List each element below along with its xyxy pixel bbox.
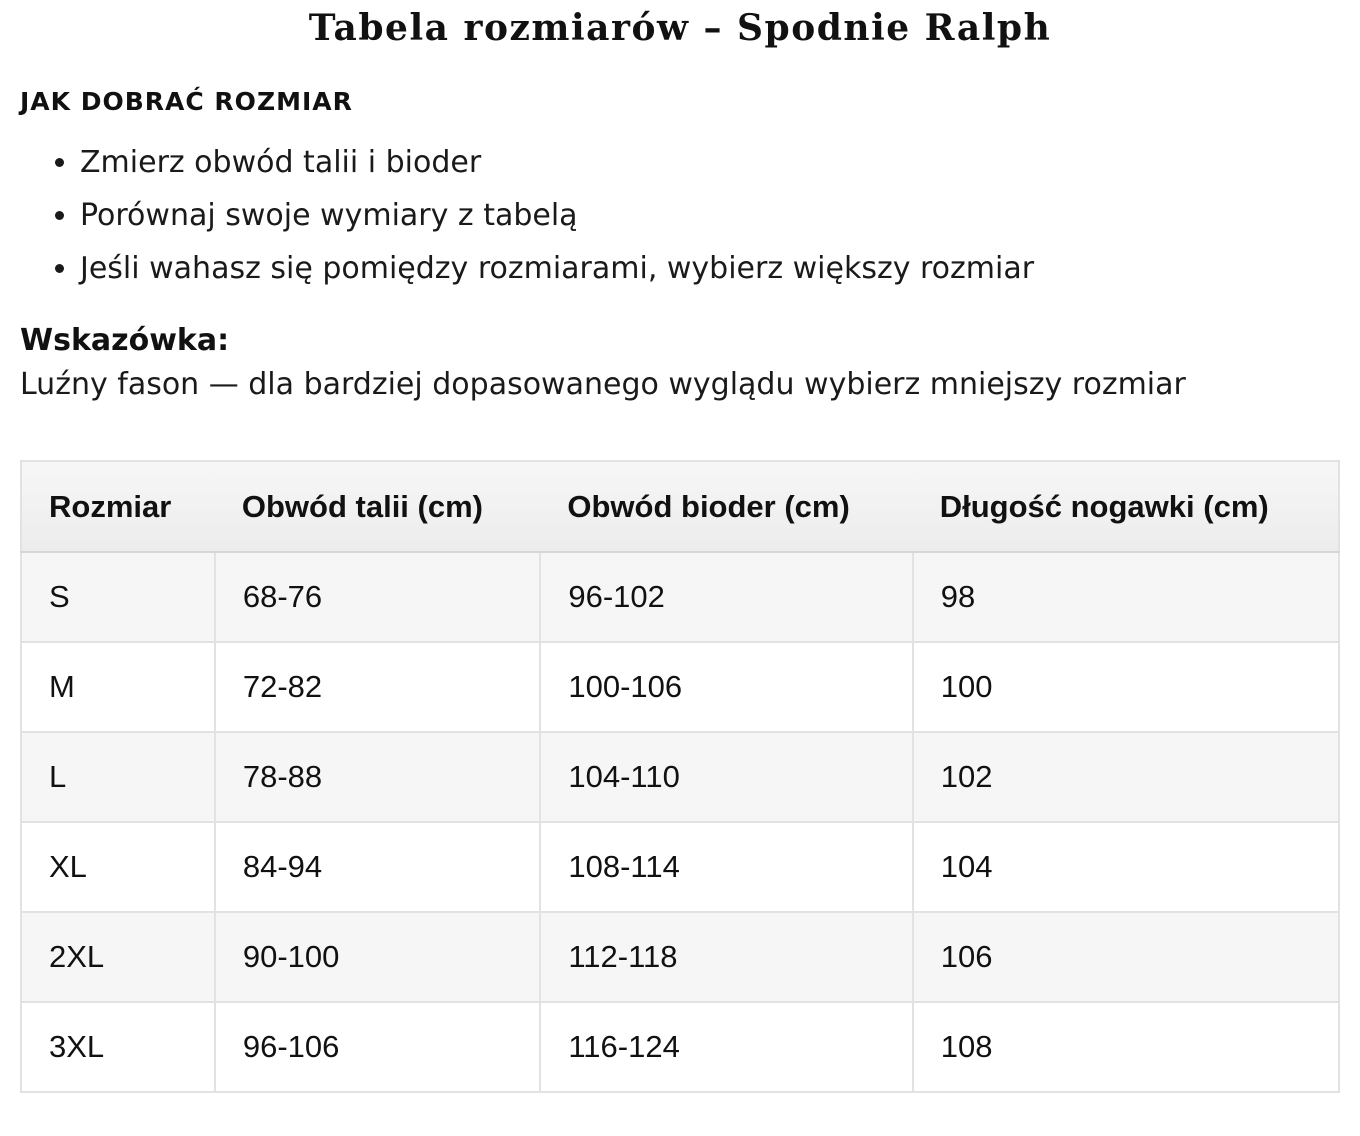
cell-leg-length: 104 xyxy=(913,822,1339,912)
cell-waist: 72-82 xyxy=(215,642,540,732)
how-to-heading: JAK DOBRAĆ ROZMIAR xyxy=(20,87,353,116)
hint-label: Wskazówka: xyxy=(20,323,230,358)
column-header-hips: Obwód bioder (cm) xyxy=(540,461,912,552)
list-item: • Porównaj swoje wymiary z tabelą xyxy=(80,189,1340,242)
cell-leg-length: 98 xyxy=(913,552,1339,642)
cell-size: M xyxy=(21,642,215,732)
table-row xyxy=(21,642,1339,732)
column-header-leg-length: Długość nogawki (cm) xyxy=(913,461,1339,552)
cell-hips: 96-102 xyxy=(540,552,912,642)
cell-size: L xyxy=(21,732,215,822)
cell-leg-length: 100 xyxy=(913,642,1339,732)
size-table xyxy=(20,460,1340,1093)
page-title: Tabela rozmiarów – Spodnie Ralph xyxy=(308,7,1052,49)
table-row xyxy=(21,822,1339,912)
column-header-size: Rozmiar xyxy=(21,461,215,552)
cell-waist: 78-88 xyxy=(215,732,540,822)
cell-leg-length: 108 xyxy=(913,1002,1339,1092)
cell-hips: 104-110 xyxy=(540,732,912,822)
cell-size: 3XL xyxy=(21,1002,215,1092)
table-row xyxy=(21,732,1339,822)
table-row xyxy=(21,1002,1339,1092)
cell-hips: 108-114 xyxy=(540,822,912,912)
table-row xyxy=(21,552,1339,642)
cell-waist: 84-94 xyxy=(215,822,540,912)
how-to-steps-list xyxy=(20,136,1340,295)
cell-hips: 112-118 xyxy=(540,912,912,1002)
table-header-row xyxy=(21,461,1339,552)
cell-size: XL xyxy=(21,822,215,912)
cell-leg-length: 106 xyxy=(913,912,1339,1002)
cell-waist: 90-100 xyxy=(215,912,540,1002)
cell-hips: 116-124 xyxy=(540,1002,912,1092)
cell-size: 2XL xyxy=(21,912,215,1002)
table-row xyxy=(21,912,1339,1002)
list-item: • Jeśli wahasz się pomiędzy rozmiarami, wybierz większy rozmiar xyxy=(80,242,1340,295)
cell-size: S xyxy=(21,552,215,642)
hint-text: Luźny fason — dla bardziej dopasowanego wyglądu wybierz mniejszy rozmiar xyxy=(20,367,1186,402)
list-item: • Zmierz obwód talii i bioder xyxy=(80,136,1340,189)
cell-waist: 96-106 xyxy=(215,1002,540,1092)
size-guide-page xyxy=(20,0,1340,1064)
cell-waist: 68-76 xyxy=(215,552,540,642)
column-header-waist: Obwód talii (cm) xyxy=(215,461,540,552)
cell-leg-length: 102 xyxy=(913,732,1339,822)
cell-hips: 100-106 xyxy=(540,642,912,732)
